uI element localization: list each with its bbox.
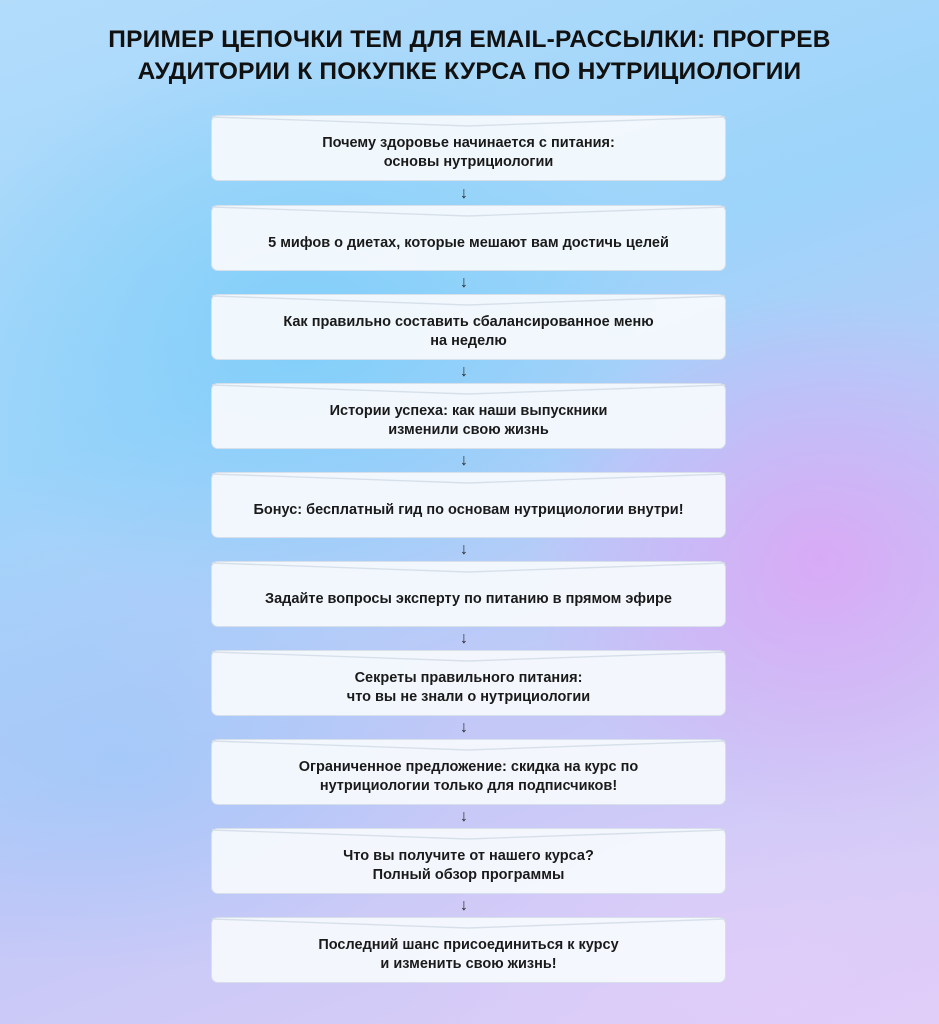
flow-step-3 xyxy=(211,294,726,360)
flow-step-7-line1: Секреты правильного питания: xyxy=(354,670,583,686)
flow-step-1-line2: основы нутрициологии xyxy=(383,154,554,170)
flow-step-4-line2: изменили свою жизнь xyxy=(388,422,549,438)
flow-step-2 xyxy=(211,205,726,271)
flow-step-8 xyxy=(211,739,726,805)
arrow-down-icon: ↓ xyxy=(460,808,468,825)
arrow-down-icon: ↓ xyxy=(460,452,468,469)
flow-step-1 xyxy=(211,115,726,181)
page-title-line1: ПРИМЕР ЦЕПОЧКИ ТЕМ ДЛЯ EMAIL-РАССЫЛКИ: ПРОГРЕВ xyxy=(108,26,831,53)
arrow-down-icon: ↓ xyxy=(460,719,468,736)
page-title-line2: АУДИТОРИИ К ПОКУПКЕ КУРСА ПО НУТРИЦИОЛОГИИ xyxy=(137,58,802,85)
flow-step-3-line2: на неделю xyxy=(430,333,507,349)
flow-step-9-line2: Полный обзор программы xyxy=(372,867,565,883)
flow-step-4-line1: Истории успеха: как наши выпускники xyxy=(329,403,608,419)
flow-step-6-line1: Задайте вопросы эксперту по питанию в прямом эфире xyxy=(265,590,672,607)
arrow-down-icon: ↓ xyxy=(460,185,468,202)
flow-step-10 xyxy=(211,917,726,983)
arrow-down-icon: ↓ xyxy=(460,630,468,647)
flow-step-7 xyxy=(211,650,726,716)
flow-step-3-line1: Как правильно составить сбалансированное меню xyxy=(283,314,654,330)
flow-step-10-line1: Последний шанс присоединиться к курсу xyxy=(318,937,619,953)
flow-step-8-line2: нутрициологии только для подписчиков! xyxy=(319,778,618,794)
flow-step-5 xyxy=(211,472,726,538)
arrow-down-icon: ↓ xyxy=(460,274,468,291)
flow-step-1-line1: Почему здоровье начинается с питания: xyxy=(322,135,615,151)
flow-step-6 xyxy=(211,561,726,627)
flow-step-4 xyxy=(211,383,726,449)
flow-step-9-line1: Что вы получите от нашего курса? xyxy=(343,848,594,864)
arrow-down-icon: ↓ xyxy=(460,363,468,380)
flow-step-9 xyxy=(211,828,726,894)
flow-step-5-line1: Бонус: бесплатный гид по основам нутрициологии внутри! xyxy=(253,501,684,518)
arrow-down-icon: ↓ xyxy=(460,541,468,558)
flow-step-7-line2: что вы не знали о нутрициологии xyxy=(346,689,591,705)
flow-step-8-line1: Ограниченное предложение: скидка на курс по xyxy=(298,759,639,775)
flow-step-10-line2: и изменить свою жизнь! xyxy=(380,956,557,972)
flow-step-2-line1: 5 мифов о диетах, которые мешают вам достичь целей xyxy=(268,234,669,251)
arrow-down-icon: ↓ xyxy=(460,897,468,914)
page-title xyxy=(0,24,939,88)
